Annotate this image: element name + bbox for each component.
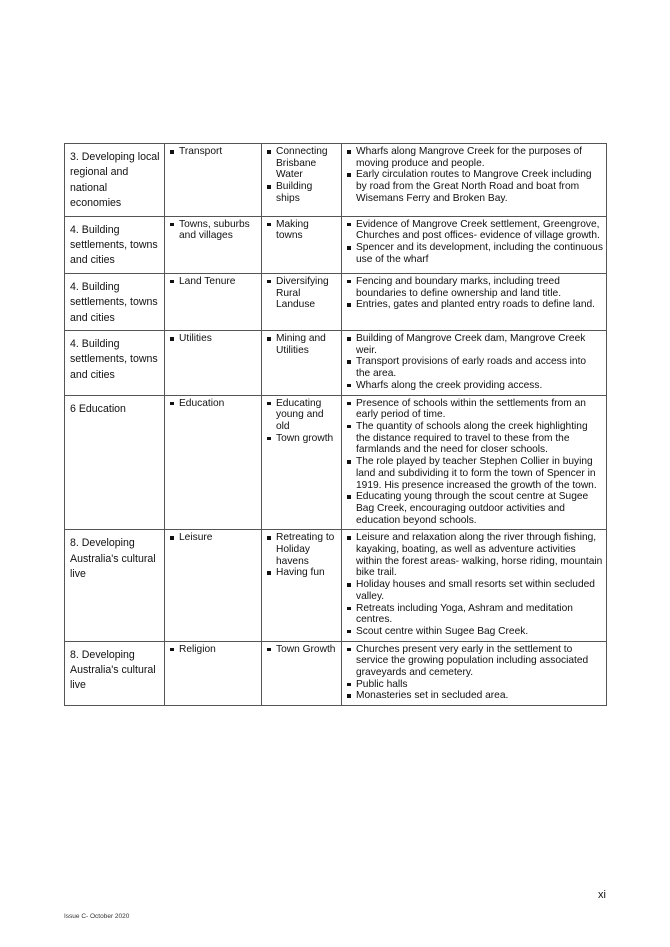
local-theme-cell xyxy=(262,144,342,217)
bullet-list xyxy=(168,532,258,544)
bullet-item: Town Growth xyxy=(265,644,338,656)
bullet-item: Mining and Utilities xyxy=(265,333,338,356)
bullet-list xyxy=(265,219,338,242)
bullet-list xyxy=(168,333,258,345)
bullet-item: Monasteries set in secluded area. xyxy=(345,690,603,702)
bullet-list xyxy=(345,398,603,527)
examples-cell xyxy=(342,395,607,530)
bullet-item: Evidence of Mangrove Creek settlement, Greengrove, Churches and post offices- evidence of village growth. xyxy=(345,219,603,242)
bullet-item: Educating young through the scout centre at Sugee Bag Creek, encouraging outdoor activities and education beyond schools. xyxy=(345,491,603,526)
bullet-item: Land Tenure xyxy=(168,276,258,288)
bullet-list xyxy=(345,333,603,392)
bullet-item: Towns, suburbs and villages xyxy=(168,219,258,242)
bullet-item: Churches present very early in the settlement to service the growing population including associated graveyards and cemetery. xyxy=(345,644,603,679)
bullet-item: Religion xyxy=(168,644,258,656)
bullet-item: Transport provisions of early roads and access into the area. xyxy=(345,356,603,379)
theme-cell: 4. Building settlements, towns and cities xyxy=(65,331,165,396)
bullet-item: Transport xyxy=(168,146,258,158)
theme-cell: 8. Developing Australia's cultural live xyxy=(65,641,165,706)
bullet-item: Presence of schools within the settlements from an early period of time. xyxy=(345,398,603,421)
national-theme-cell xyxy=(165,530,262,641)
table-body xyxy=(65,144,607,706)
bullet-list xyxy=(168,398,258,410)
national-theme-cell xyxy=(165,144,262,217)
local-theme-cell xyxy=(262,641,342,706)
bullet-list xyxy=(265,644,338,656)
bullet-item: The role played by teacher Stephen Collier in buying land and subdividing it to form the town of Spencer in 1919. His presence increased the growth of the town. xyxy=(345,456,603,491)
bullet-item: Leisure xyxy=(168,532,258,544)
table-row xyxy=(65,641,607,706)
local-theme-cell xyxy=(262,395,342,530)
bullet-item: Public halls xyxy=(345,679,603,691)
themes-table xyxy=(64,143,607,706)
examples-cell xyxy=(342,216,607,273)
bullet-item: Holiday houses and small resorts set within secluded valley. xyxy=(345,579,603,602)
local-theme-cell xyxy=(262,216,342,273)
bullet-item: Spencer and its development, including the continuous use of the wharf xyxy=(345,242,603,265)
bullet-item: Retreating to Holiday havens xyxy=(265,532,338,567)
bullet-item: Utilities xyxy=(168,333,258,345)
local-theme-cell xyxy=(262,273,342,330)
bullet-item: Education xyxy=(168,398,258,410)
bullet-list xyxy=(265,333,338,356)
theme-cell: 4. Building settlements, towns and cities xyxy=(65,216,165,273)
footer-issue: Issue C- October 2020 xyxy=(64,913,130,920)
local-theme-cell xyxy=(262,530,342,641)
table-row xyxy=(65,331,607,396)
bullet-item: Connecting Brisbane Water xyxy=(265,146,338,181)
bullet-list xyxy=(168,219,258,242)
bullet-list xyxy=(265,532,338,579)
table-row xyxy=(65,216,607,273)
bullet-item: The quantity of schools along the creek highlighting the distance required to travel to these from the farmlands and the need for closer schools. xyxy=(345,421,603,456)
bullet-item: Town growth xyxy=(265,433,338,445)
bullet-list xyxy=(345,146,603,205)
local-theme-cell xyxy=(262,331,342,396)
theme-cell: 6 Education xyxy=(65,395,165,530)
examples-cell xyxy=(342,331,607,396)
examples-cell xyxy=(342,273,607,330)
bullet-item: Early circulation routes to Mangrove Creek including by road from the Great North Road and boat from Wisemans Ferry and Broken Bay. xyxy=(345,169,603,204)
national-theme-cell xyxy=(165,331,262,396)
bullet-item: Fencing and boundary marks, including treed boundaries to define ownership and land title. xyxy=(345,276,603,299)
bullet-list xyxy=(168,644,258,656)
bullet-list xyxy=(345,532,603,637)
bullet-item: Scout centre within Sugee Bag Creek. xyxy=(345,626,603,638)
bullet-item: Having fun xyxy=(265,567,338,579)
bullet-item: Leisure and relaxation along the river through fishing, kayaking, boating, as well as adventure activities within the forest areas- walking, horse riding, mountain bike trail. xyxy=(345,532,603,579)
bullet-item: Building of Mangrove Creek dam, Mangrove Creek weir. xyxy=(345,333,603,356)
theme-cell: 3. Developing local regional and national economies xyxy=(65,144,165,217)
table-row xyxy=(65,530,607,641)
table-row xyxy=(65,395,607,530)
table-row xyxy=(65,144,607,217)
bullet-item: Wharfs along Mangrove Creek for the purposes of moving produce and people. xyxy=(345,146,603,169)
bullet-item: Entries, gates and planted entry roads to define land. xyxy=(345,299,603,311)
examples-cell xyxy=(342,641,607,706)
national-theme-cell xyxy=(165,641,262,706)
bullet-item: Diversifying Rural Landuse xyxy=(265,276,338,311)
bullet-item: Retreats including Yoga, Ashram and meditation centres. xyxy=(345,603,603,626)
bullet-list xyxy=(345,219,603,266)
bullet-item: Wharfs along the creek providing access. xyxy=(345,380,603,392)
page-number: xi xyxy=(598,889,606,901)
table-row xyxy=(65,273,607,330)
bullet-list xyxy=(345,276,603,311)
theme-cell: 8. Developing Australia's cultural live xyxy=(65,530,165,641)
national-theme-cell xyxy=(165,395,262,530)
bullet-list xyxy=(345,644,603,703)
bullet-item: Building ships xyxy=(265,181,338,204)
examples-cell xyxy=(342,144,607,217)
bullet-list xyxy=(265,276,338,311)
national-theme-cell xyxy=(165,216,262,273)
bullet-list xyxy=(265,398,338,445)
bullet-list xyxy=(265,146,338,205)
bullet-list xyxy=(168,146,258,158)
theme-cell: 4. Building settlements, towns and cities xyxy=(65,273,165,330)
national-theme-cell xyxy=(165,273,262,330)
bullet-item: Making towns xyxy=(265,219,338,242)
bullet-list xyxy=(168,276,258,288)
bullet-item: Educating young and old xyxy=(265,398,338,433)
examples-cell xyxy=(342,530,607,641)
